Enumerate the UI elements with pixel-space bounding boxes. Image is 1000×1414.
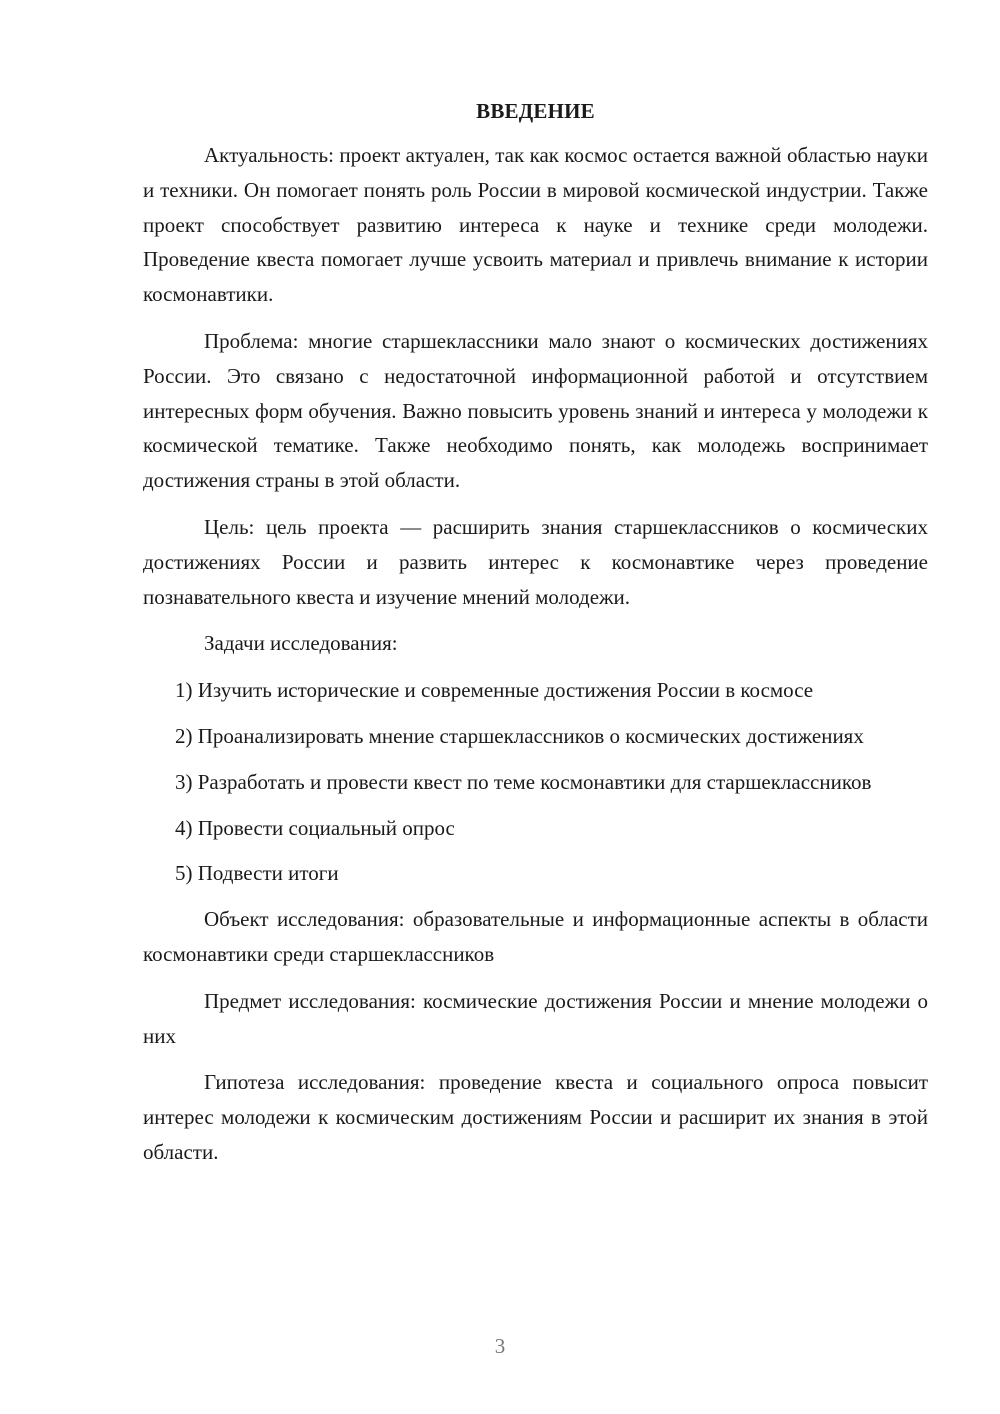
problem-paragraph: Проблема: многие старшеклассники мало знают о космических достижениях России. Это связано с недостаточной информационной работой и отсутствием интересных форм обучения. Важно повысить уровень знаний и интереса у молодежи к космической тематике. Также необходимо понять, как молодежь воспринимает достижения страны в этой области. bbox=[143, 328, 928, 493]
task-item: 3) Разработать и провести квест по теме космонавтики для старшеклассников bbox=[175, 769, 872, 794]
page-number: 3 bbox=[494, 1334, 506, 1358]
subject-paragraph: Предмет исследования: космические достижения России и мнение молодежи о них bbox=[143, 988, 928, 1048]
tasks-title: Задачи исследования: bbox=[204, 631, 398, 656]
task-item: 5) Подвести итоги bbox=[175, 861, 339, 886]
tasks-list bbox=[143, 673, 928, 891]
goal-paragraph: Цель: цель проекта — расширить знания старшеклассников о космических достижениях России и развить интерес к космонавтике через проведение познавательного квеста и изучение мнений молодежи. bbox=[143, 514, 928, 609]
task-item: 4) Провести социальный опрос bbox=[175, 815, 455, 840]
hypothesis-paragraph: Гипотеза исследования: проведение квеста и социального опроса повысит интерес молодежи к космическим достижениям России и расширит их знания в этой области. bbox=[143, 1070, 928, 1164]
task-item: 1) Изучить исторические и современные достижения России в космосе bbox=[175, 678, 814, 703]
object-paragraph: Объект исследования: образовательные и информационные аспекты в области космонавтики среди старшеклассников bbox=[143, 907, 928, 966]
relevance-paragraph: Актуальность: проект актуален, так как космос остается важной областью науки и техники. Он помогает понять роль России в мировой космической индустрии. Также проект способствует развитию интереса к науке и технике среди молодежи. Проведение квеста помогает лучше усвоить материал и привлечь внимание к истории космонавтики. bbox=[143, 143, 928, 307]
section-heading: ВВЕДЕНИЕ bbox=[476, 99, 595, 123]
document-page bbox=[143, 96, 928, 1182]
task-item: 2) Проанализировать мнение старшеклассников о космических достижениях bbox=[175, 723, 864, 748]
